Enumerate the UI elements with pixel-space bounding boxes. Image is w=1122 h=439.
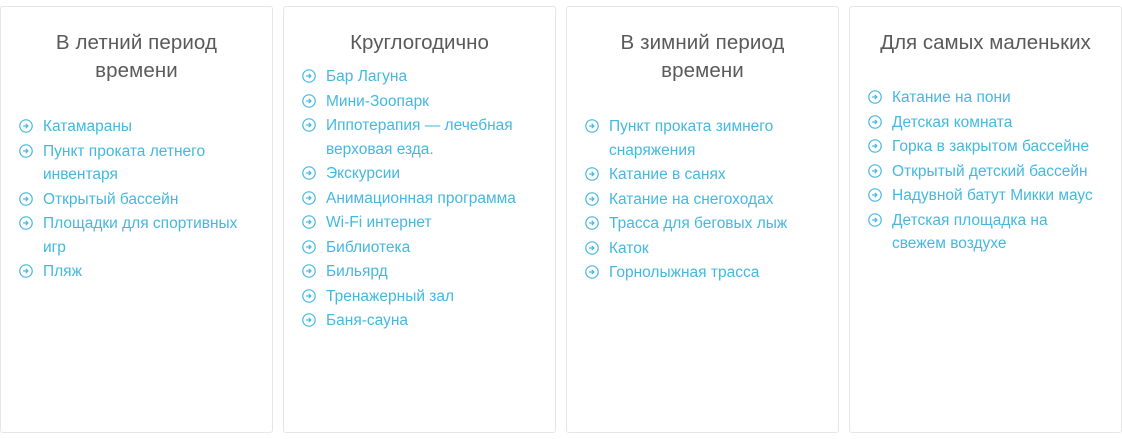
list-item-label: Библиотека (326, 238, 411, 256)
list-item-label: Пляж (43, 263, 82, 280)
arrow-right-circle-icon (302, 215, 316, 229)
list-item-label: Тренажерный зал (326, 287, 455, 305)
arrow-right-circle-icon (302, 313, 316, 327)
arrow-right-circle-icon (585, 216, 599, 230)
list-item (868, 135, 1103, 159)
list-item-label: Бар Лагуна (326, 68, 408, 85)
arrow-right-circle-icon (19, 216, 33, 230)
list-item-label: Катание на снегоходах (609, 190, 774, 208)
arrow-right-circle-icon (868, 139, 882, 153)
card-title: В летний период времени (55, 31, 218, 82)
arrow-right-circle-icon (302, 264, 316, 278)
arrow-right-circle-icon (868, 90, 882, 104)
list-item (868, 86, 1103, 110)
arrow-right-circle-icon (302, 289, 316, 303)
feature-card-summer (0, 6, 273, 433)
list-item (302, 260, 537, 284)
list-item-label: Детская площадка на свежем воздухе (892, 211, 1048, 252)
list-item (585, 261, 820, 285)
list-item-label: Баня-сауна (326, 312, 409, 329)
list-item-label: Экскурсии (326, 165, 401, 182)
feature-list (585, 115, 820, 285)
list-item-label: Катамараны (43, 118, 133, 135)
list-item-label: Надувной батут Микки маус (892, 187, 1093, 204)
list-item-label: Открытый детский бассейн (892, 162, 1088, 180)
list-item-label: Пункт проката зимнего снаряжения (609, 118, 774, 159)
list-item-label: Катание в санях (609, 166, 726, 183)
list-item (19, 212, 254, 259)
list-item (302, 309, 537, 333)
list-item-label: Горка в закрытом бассейне (892, 138, 1090, 155)
list-item-label: Катание на пони (892, 89, 1011, 106)
list-item-label: Трасса для беговых лыж (609, 215, 788, 232)
arrow-right-circle-icon (585, 167, 599, 181)
list-item-label: Детская комната (892, 113, 1013, 131)
feature-card-winter (566, 6, 839, 433)
list-item (19, 140, 254, 187)
arrow-right-circle-icon (585, 241, 599, 255)
arrow-right-circle-icon (585, 192, 599, 206)
list-item (868, 184, 1103, 208)
list-item (868, 209, 1103, 256)
arrow-right-circle-icon (19, 264, 33, 278)
feature-list (868, 86, 1103, 256)
arrow-right-circle-icon (868, 115, 882, 129)
arrow-right-circle-icon (302, 118, 316, 132)
list-item (302, 90, 537, 114)
list-item (302, 285, 537, 309)
arrow-right-circle-icon (585, 119, 599, 133)
arrow-right-circle-icon (19, 192, 33, 206)
list-item-label: Площадки для спортивных игр (43, 215, 238, 256)
arrow-right-circle-icon (868, 213, 882, 227)
list-item (585, 163, 820, 187)
feature-list (19, 115, 254, 284)
list-item (585, 212, 820, 236)
list-item (868, 111, 1103, 135)
feature-card-year-round (283, 6, 556, 433)
list-item (302, 187, 537, 211)
arrow-right-circle-icon (19, 119, 33, 133)
arrow-right-circle-icon (302, 166, 316, 180)
arrow-right-circle-icon (302, 94, 316, 108)
list-item (302, 162, 537, 186)
list-item-label: Каток (609, 239, 649, 257)
card-title: Для самых маленьких (880, 31, 1091, 54)
feature-card-kids (849, 6, 1122, 433)
arrow-right-circle-icon (302, 191, 316, 205)
arrow-right-circle-icon (19, 144, 33, 158)
list-item (585, 188, 820, 212)
list-item (19, 188, 254, 212)
arrow-right-circle-icon (585, 265, 599, 279)
list-item-label: Мини-Зоопарк (326, 92, 429, 110)
list-item-label: Wi-Fi интернет (326, 214, 432, 231)
arrow-right-circle-icon (302, 240, 316, 254)
list-item (585, 115, 820, 162)
arrow-right-circle-icon (302, 69, 316, 83)
feature-list (302, 65, 537, 333)
list-item (302, 65, 537, 89)
list-item-label: Бильярд (326, 263, 388, 280)
list-item-label: Открытый бассейн (43, 190, 179, 208)
card-title: В зимний период времени (620, 31, 785, 82)
list-item-label: Иппотерапия — лечебная верховая езда. (326, 117, 513, 158)
arrow-right-circle-icon (868, 188, 882, 202)
list-item (302, 211, 537, 235)
list-item (19, 260, 254, 284)
list-item (302, 114, 537, 161)
card-title: Круглогодично (350, 31, 489, 54)
list-item-label: Анимационная программа (326, 189, 516, 207)
list-item (19, 115, 254, 139)
list-item (302, 236, 537, 260)
list-item-label: Горнолыжная трасса (609, 264, 760, 281)
list-item-label: Пункт проката летнего инвентаря (43, 142, 206, 183)
list-item (585, 237, 820, 261)
arrow-right-circle-icon (868, 164, 882, 178)
list-item (868, 160, 1103, 184)
